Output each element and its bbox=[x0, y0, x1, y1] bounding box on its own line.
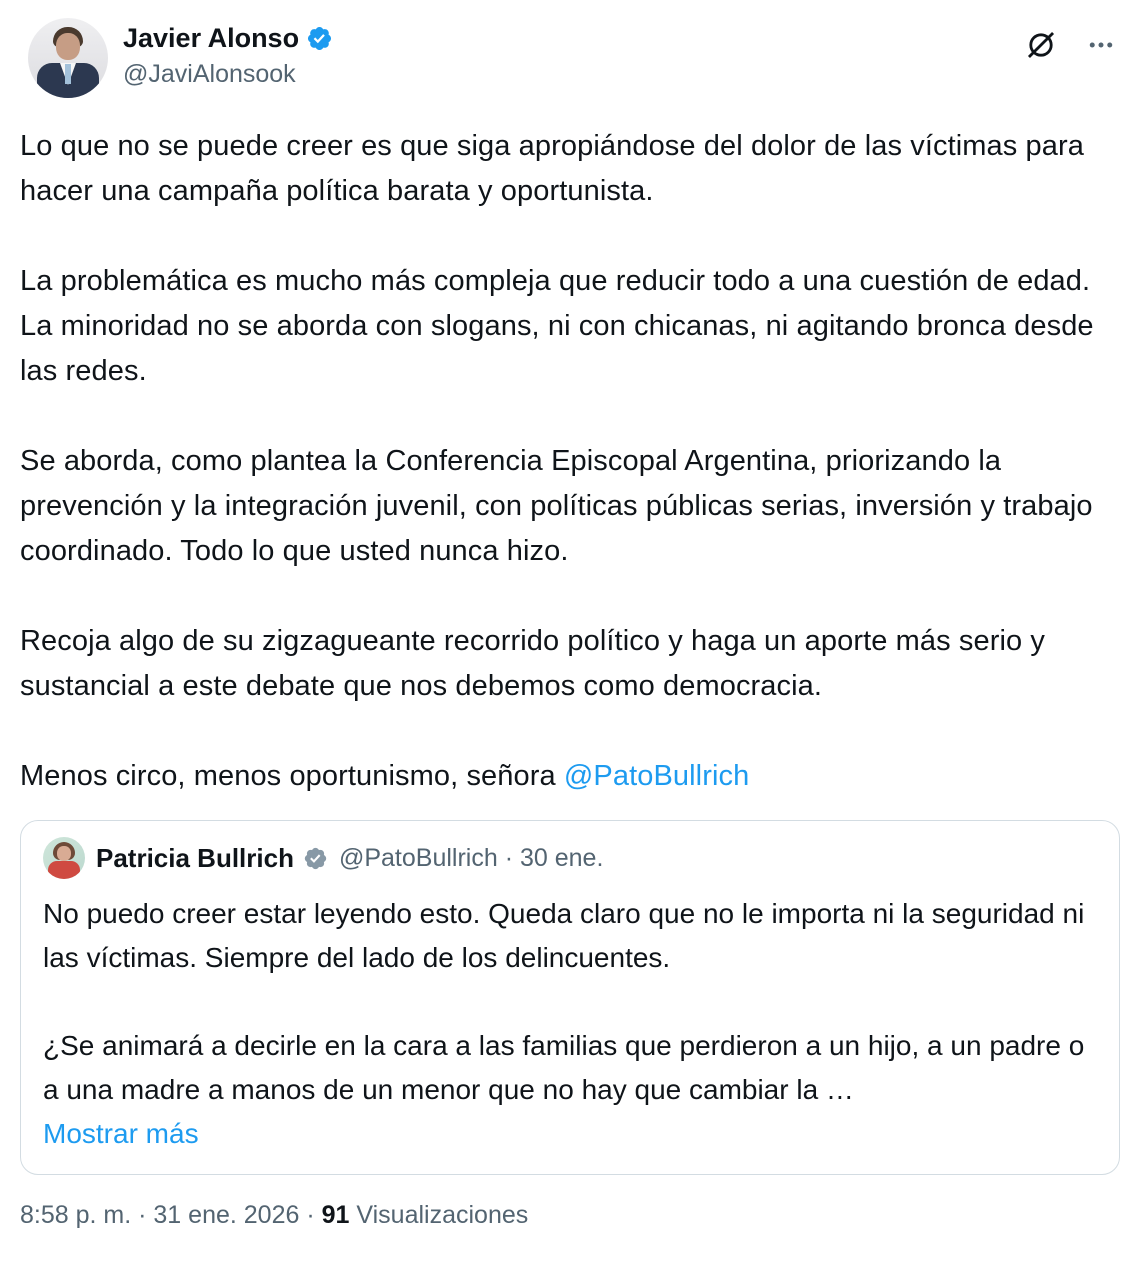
footer-separator: · bbox=[306, 1201, 315, 1229]
tweet-paragraph: Recoja algo de su zigzagueante recorrido político y haga un aporte más serio y sustancial a este debate que nos debemos como democracia. bbox=[20, 625, 1046, 702]
quoted-author-handle[interactable]: @PatoBullrich bbox=[338, 843, 498, 872]
avatar-face bbox=[56, 33, 80, 60]
quoted-paragraph: No puedo creer estar leyendo esto. Queda claro que no le importa ni la seguridad ni las víctimas. Siempre del lado de los delincuentes. bbox=[43, 898, 1085, 973]
views-count: 91 bbox=[321, 1201, 350, 1229]
author-name-row bbox=[123, 23, 333, 54]
tweet-time: 8:58 p. m. bbox=[20, 1201, 132, 1229]
footer-separator: · bbox=[138, 1201, 147, 1229]
mention-paragraph-text: Menos circo, menos oportunismo, señora bbox=[20, 760, 564, 792]
blue-verified-badge-icon bbox=[306, 25, 333, 52]
more-button[interactable] bbox=[1086, 30, 1116, 60]
tweet-paragraph-with-mention bbox=[20, 754, 1120, 799]
tweet-footer-meta bbox=[20, 1201, 1120, 1230]
quoted-paragraph-truncated bbox=[43, 1024, 1097, 1156]
avatar-tie bbox=[65, 64, 71, 84]
author-display-name[interactable]: Javier Alonso bbox=[123, 23, 300, 53]
tweet-date: 31 ene. 2026 bbox=[153, 1201, 300, 1229]
more-icon bbox=[1086, 30, 1116, 60]
tweet-text bbox=[20, 124, 1120, 799]
quoted-author-name[interactable]: Patricia Bullrich bbox=[96, 842, 294, 873]
quoted-paragraph-text: ¿Se animará a decirle en la cara a las familias que perdieron a un hijo, a un padre o a una madre a manos de un menor que no hay que cambiar la … bbox=[43, 1030, 1085, 1105]
views-link[interactable] bbox=[322, 1201, 529, 1229]
author-handle[interactable]: @JaviAlonsook bbox=[123, 60, 296, 88]
quoted-tweet-card[interactable] bbox=[20, 820, 1120, 1175]
header-actions bbox=[1024, 18, 1120, 62]
author-info bbox=[123, 18, 333, 89]
views-label: Visualizaciones bbox=[356, 1201, 529, 1229]
quoted-tweet-text bbox=[43, 892, 1097, 1156]
quoted-author-meta bbox=[339, 844, 603, 873]
mention-link[interactable]: @PatoBullrich bbox=[563, 760, 750, 792]
show-more-link[interactable]: Mostrar más bbox=[43, 1118, 199, 1149]
quoted-author-avatar[interactable] bbox=[43, 837, 85, 879]
tweet-paragraph: Se aborda, como plantea la Conferencia Episcopal Argentina, priorizando la prevención y la integración juvenil, con políticas públicas serias, inversión y trabajo coordinado. Todo lo que usted nunca hizo. bbox=[20, 445, 1093, 567]
tweet-header bbox=[20, 18, 1120, 98]
quoted-avatar-face bbox=[57, 846, 71, 861]
quoted-tweet-header bbox=[43, 837, 1097, 879]
quoted-avatar-top bbox=[48, 861, 80, 879]
tweet-paragraph: La problemática es mucho más compleja que reducir todo a una cuestión de edad. La minoridad no se aborda con slogans, ni con chicanas, ni agitando bronca desde las redes. bbox=[20, 265, 1094, 387]
author-avatar[interactable] bbox=[28, 18, 108, 98]
grok-button[interactable] bbox=[1024, 28, 1058, 62]
gray-verified-badge-icon bbox=[303, 846, 328, 871]
grok-icon bbox=[1024, 28, 1058, 62]
quoted-tweet-date: 30 ene. bbox=[519, 843, 604, 872]
meta-separator: · bbox=[504, 843, 514, 872]
tweet-paragraph: Lo que no se puede creer es que siga apropiándose del dolor de las víctimas para hacer una campaña política barata y oportunista. bbox=[20, 130, 1084, 207]
